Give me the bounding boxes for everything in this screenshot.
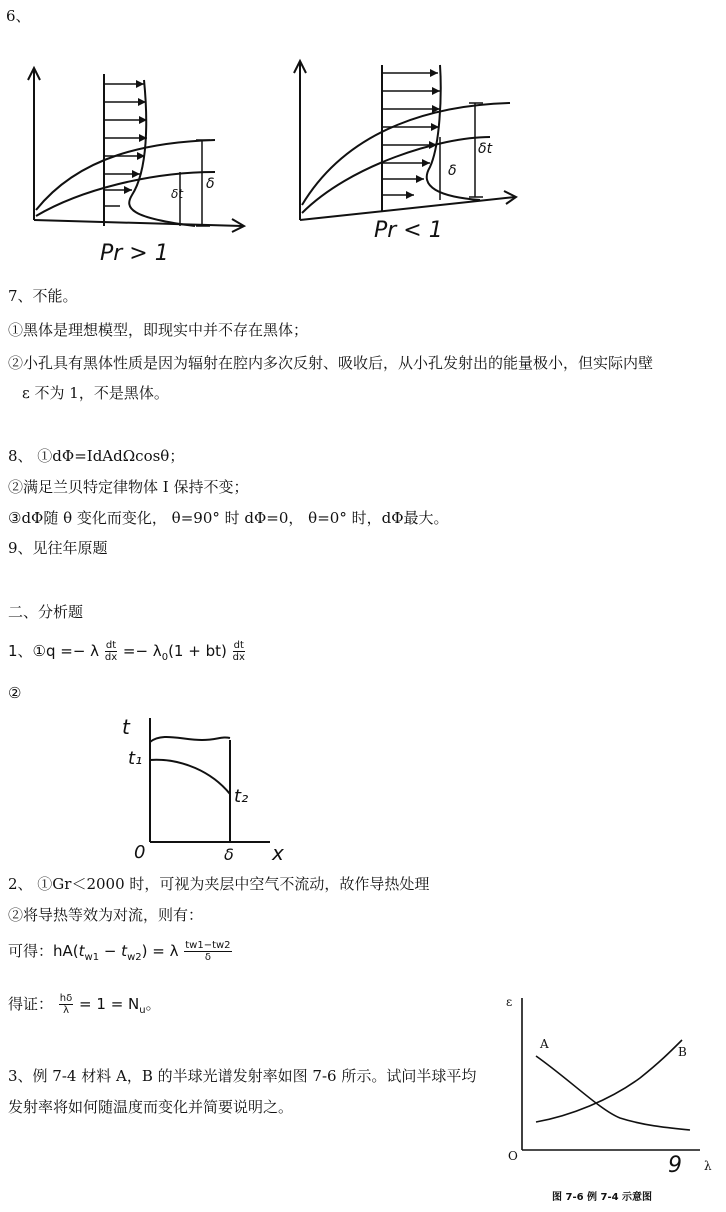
a3-emissivity-graph bbox=[500, 990, 720, 1210]
svg-text:9: 9 bbox=[668, 1153, 682, 1178]
q9-text: 9、见往年原题 bbox=[8, 539, 108, 557]
a1-temperature-graph bbox=[122, 712, 292, 865]
q7-title: 7、不能。 bbox=[8, 287, 78, 305]
svg-text:λ: λ bbox=[704, 1159, 712, 1173]
q6-figure-left bbox=[20, 60, 280, 270]
q7-point1: ①黑体是理想模型，即现实中并不存在黑体； bbox=[8, 321, 309, 339]
right-caption: Pr < 1 bbox=[374, 218, 443, 243]
q6-label: 6、 bbox=[6, 7, 31, 25]
q8-line2: ②满足兰贝特定律物体 I 保持不变； bbox=[8, 478, 249, 496]
a2-line4: 得证： $\frac{h\delta}{\lambda}$ = $1 = N_u$。 bbox=[8, 993, 161, 1016]
svg-text:t₁: t₁ bbox=[128, 748, 143, 769]
left-delta-label: δ bbox=[206, 176, 215, 192]
q7-point2a: ②小孔具有黑体性质是因为辐射在腔内多次反射、吸收后，从小孔发射出的能量极小，但实际内壁 bbox=[8, 354, 654, 372]
a1-part2: ② bbox=[8, 684, 22, 702]
a1-formula: 1、①q =− λ $\frac{dt}{dx}$ =− $\lambda_0(1 + bt)$ $\frac{dt}{dx}$ bbox=[8, 640, 245, 663]
svg-text:A: A bbox=[540, 1037, 549, 1051]
a3-line1: 3、例 7-4 材料 A，B 的半球光谱发射率如图 7-6 所示。试问半球平均 bbox=[8, 1067, 477, 1085]
svg-text:ε: ε bbox=[506, 995, 513, 1009]
section2-title: 二、分析题 bbox=[8, 603, 84, 621]
a2-line2: ②将导热等效为对流，则有： bbox=[8, 906, 204, 924]
a2-line3: 可得：$hA(t_{w1} - t_{w2}) = \lambda$ $\frac{tw1-tw2}{\delta}$ bbox=[8, 940, 231, 963]
right-delta-label: δ bbox=[448, 163, 457, 179]
left-caption: Pr > 1 bbox=[100, 241, 169, 266]
left-delta-t-label: δt bbox=[171, 187, 184, 201]
q7-point2b: ε 不为 1，不是黑体。 bbox=[22, 384, 169, 402]
svg-text:x: x bbox=[272, 841, 284, 865]
svg-text:t: t bbox=[122, 715, 130, 739]
svg-text:t₂: t₂ bbox=[234, 786, 249, 807]
right-delta-t-label: δt bbox=[478, 141, 493, 157]
q6-figure-right bbox=[290, 55, 530, 265]
svg-text:δ: δ bbox=[224, 845, 234, 864]
svg-text:B: B bbox=[678, 1045, 687, 1059]
a3-line2: 发射率将如何随温度而变化并简要说明之。 bbox=[8, 1098, 294, 1116]
a3-figure-caption: 图 7-6 例 7-4 示意图 bbox=[552, 1192, 653, 1203]
q8-line3: ③dΦ随 θ 变化而变化， θ=90° 时 dΦ=0， θ=0° 时，dΦ最大。 bbox=[8, 509, 449, 527]
q8-line1: 8、 ①dΦ=IdAdΩcosθ； bbox=[8, 447, 185, 465]
a2-line1: 2、 ①Gr＜2000 时，可视为夹层中空气不流动，故作导热处理 bbox=[8, 875, 430, 893]
svg-text:O: O bbox=[508, 1149, 518, 1163]
svg-text:0: 0 bbox=[134, 842, 146, 863]
